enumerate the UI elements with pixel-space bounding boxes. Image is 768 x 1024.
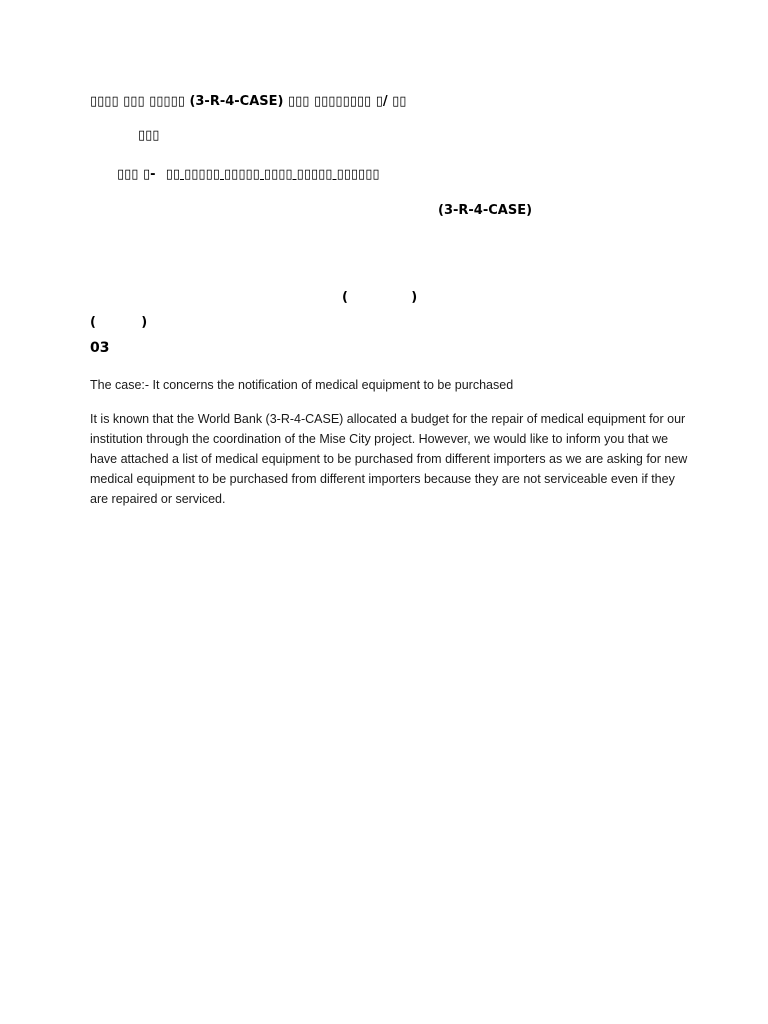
- document-number: 03: [90, 340, 110, 356]
- reference-code: (3-R-4-CASE): [438, 203, 533, 218]
- header-line-1-suffix: ▯▯▯ ▯▯▯▯▯▯▯▯ ▯/ ▯▯: [287, 94, 407, 109]
- header-line-1-code: (3-R-4-CASE): [189, 94, 284, 109]
- header-line-2: ▯▯▯: [138, 128, 160, 143]
- parenthesis-left: ( ): [90, 315, 148, 330]
- subject-line: [117, 167, 380, 183]
- parenthesis-center: ( ): [342, 290, 418, 305]
- subject-label: ▯▯▯ ▯‑: [117, 167, 156, 182]
- body-paragraph: It is known that the World Bank (3-R-4-CASE) allocated a budget for the repair of medical equipment for our institution through the coordination of the Mise City project. However, we would like to inform you that we have attached a list of medical equipment to be purchased from different importers as we are asking for new medical equipment to be purchased from different importers because they are not serviceable even if they are repaired or serviced.: [90, 412, 688, 506]
- case-line: The case:- It concerns the notification of medical equipment to be purchased: [90, 378, 514, 392]
- header-line-1-prefix: ▯▯▯▯ ▯▯▯ ▯▯▯▯▯: [90, 94, 185, 109]
- subject-text: ▯▯ ▯▯▯▯▯ ▯▯▯▯▯ ▯▯▯▯ ▯▯▯▯▯ ▯▯▯▯▯▯: [165, 167, 380, 182]
- header-line-1: [90, 94, 406, 110]
